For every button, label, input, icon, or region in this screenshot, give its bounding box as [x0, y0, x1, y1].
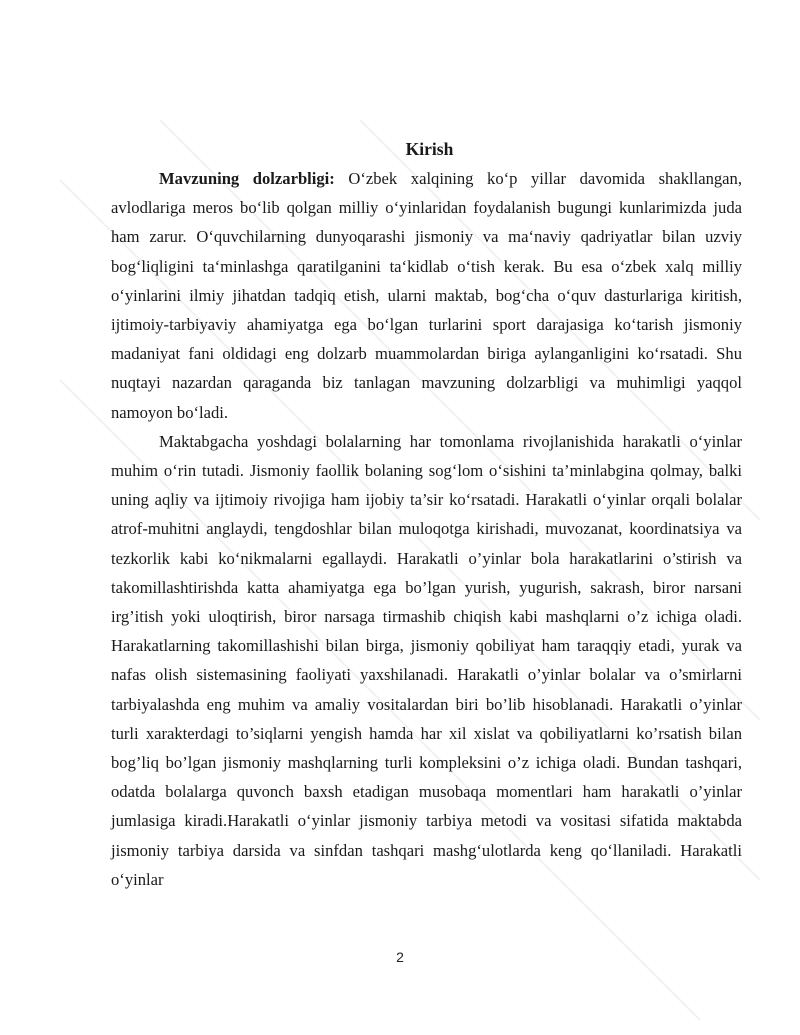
paragraph-lead: Mavzuning dolzarbligi: [159, 169, 335, 188]
document-body [111, 136, 742, 894]
page-number: 2 [396, 949, 404, 965]
paragraph-active-games: Maktabgacha yoshdagi bolalarning har tomonlama rivojlanishida harakatli o‘yinlar muhim o‘rin tutadi. Jismoniy faollik bolaning sog‘lom o‘sishini ta’minlabgina qolmay, balki uning aqliy va ijtimoiy rivojiga ham ijobiy ta’sir ko‘rsatadi. Harakatli o‘yinlar orqali bolalar atrof-muhitni anglaydi, tengdoshlar bilan muloqotga kirishadi, muvozanat, koordinatsiya va tezkorlik kabi ko‘nikmalarni egallaydi. Harakatli o’yinlar bola harakatlarini o’stirish va takomillashtirishda katta ahamiyatga ega bo’lgan yurish, yugurish, sakrash, biror narsani irg’itish yoki uloqtirish, biror narsaga tirmashib chiqish kabi mashqlarni o’z ichiga oladi. Harakatlarning takomillashishi bilan birga, jismoniy qobiliyat ham taraqqiy etadi, yurak va nafas olish sistemasining faoliyati yaxshilanadi. Harakatli o’yinlar bolalar va o’smirlarni tarbiyalashda eng muhim va amaliy vositalardan biri bo’lib hisoblanadi. Harakatli o’yinlar turli xarakterdagi to’siqlarni yengish hamda har xil xislat va qobiliyatlarni ko’rsatish bilan bog’liq bo’lgan jismoniy mashqlarning turli kompleksini o’z ichiga oladi. Bundan tashqari, odatda bolalarga quvonch baxsh etadigan musobaqa momentlari ham harakatli o’yinlar jumlasiga kiradi.Harakatli o‘yinlar jismoniy tarbiya metodi va vositasi sifatida maktabda jismoniy tarbiya darsida va sinfdan tashqari mashg‘ulotlarda keng qo‘llaniladi. Harakatli o‘yinlar [111, 431, 742, 889]
section-title: Kirish [405, 139, 454, 159]
paragraph-relevance [111, 164, 742, 427]
paragraph-text: O‘zbek xalqining ko‘p yillar davomida shakllangan, avlodlariga meros bo‘lib qolgan milliy o‘yinlaridan foydalanish bugungi kunlarimizda juda ham zarur. O‘quvchilarning dunyoqarashi jismoniy va ma‘naviy qadriyatlar bilan uzviy bog‘liqligini ta‘minlashga qaratilganini ta‘kidlab o‘tish kerak. Bu esa o‘zbek xalq milliy o‘yinlarini ilmiy jihatdan tadqiq etish, ularni maktab, bog‘cha o‘quv dasturlariga kiritish, ijtimoiy-tarbiyaviy ahamiyatga ega bo‘lgan turlarini sport darajasiga ko‘tarish jismoniy madaniyat fani oldidagi eng dolzarb muammolardan biriga aylanganligini ko‘rsatadi. Shu nuqtayi nazardan qaraganda biz tanlagan mavzuning dolzarbligi va muhimligi yaqqol namoyon bo‘ladi. [111, 169, 742, 422]
